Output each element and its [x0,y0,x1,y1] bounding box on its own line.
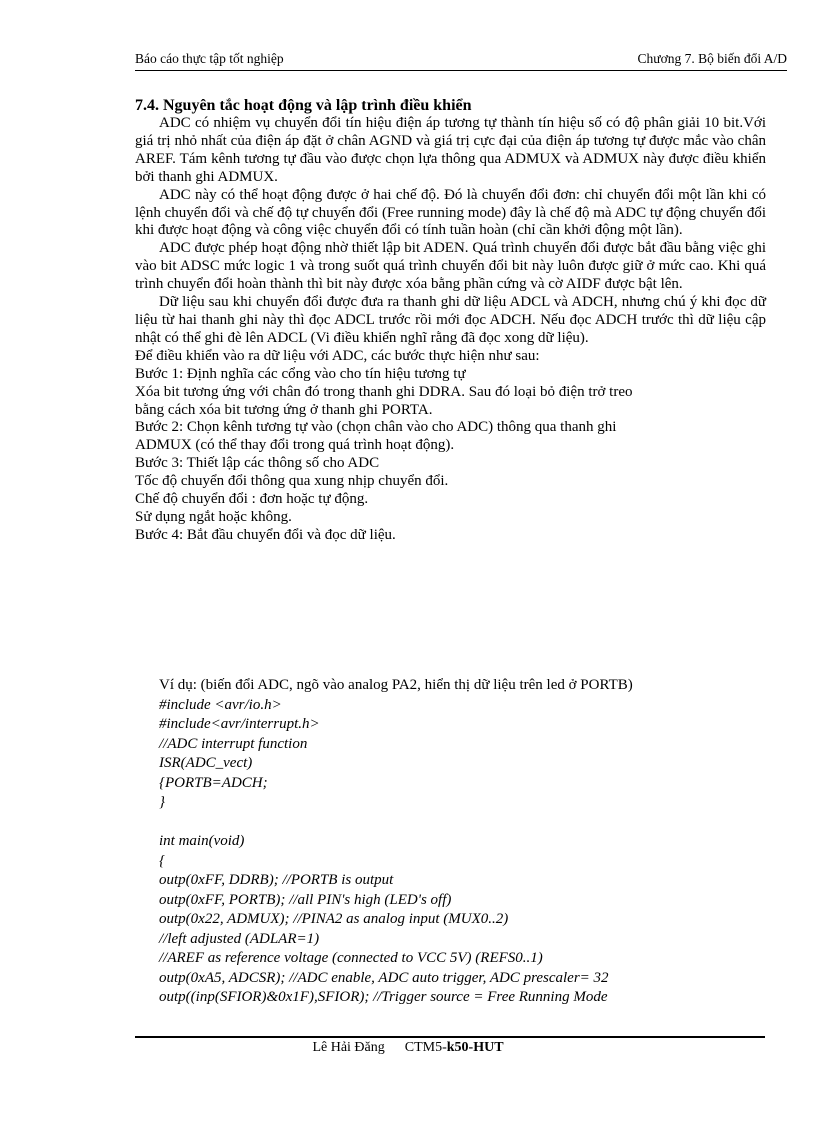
paragraph-3: ADC được phép hoạt động nhờ thiết lập bit ADEN. Quá trình chuyển đổi được bắt đầu bằng việc ghi vào bit ADSC mức logic 1 và trong suốt quá trình chuyển đổi bit này luôn được giữ ở mức cao. Khi quá trình chuyển đổi hoàn thành thì bit này được xóa bằng phần cứng và cờ AIDF được bật lên. [135,240,766,293]
header-report-title: Báo cáo thực tập tốt nghiệp [135,51,284,66]
step-line: Xóa bit tương ứng với chân đó trong thanh ghi DDRA. Sau đó loại bỏ điện trở treo [135,383,633,400]
step-line: Chế độ chuyển đổi : đơn hoặc tự động. [135,491,369,508]
footer-class-prefix: CTM5- [404,1040,447,1055]
footer-class-suffix: k50-HUT [446,1040,504,1055]
code-line: outp(0xFF, DDRB); //PORTB is output [159,872,394,888]
steps-intro: Để điều khiển vào ra dữ liệu với ADC, các bước thực hiện như sau: [135,347,540,364]
code-line: {PORTB=ADCH; [159,774,268,791]
code-line: int main(void) [159,833,245,849]
section-title: 7.4. Nguyên tắc hoạt động và lập trình điều khiển [135,97,472,114]
code-line: outp((inp(SFIOR)&0x1F),SFIOR); //Trigger source = Free Running Mode [159,989,608,1005]
paragraph-2: ADC này có thể hoạt động được ở hai chế độ. Đó là chuyển đổi đơn: chỉ chuyển đổi một lần khi có lệnh chuyển đổi và chế độ tự chuyển đổi (Free running mode) đây là chế độ mà ADC tự động chuyển đổi khi được hoạt động và công việc chuyển đổi có tính tuần hoàn (chỉ cần khởi động một lần). [135,186,766,239]
code-line: //left adjusted (ADLAR=1) [159,930,320,947]
main-content [135,96,766,545]
step-line: Bước 4: Bắt đầu chuyển đổi và đọc dữ liệu. [135,526,396,543]
step-line: ADMUX (có thể thay đổi trong quá trình hoạt động). [135,437,455,454]
code-line: } [159,794,165,810]
code-line: #include <avr/io.h> [159,696,282,713]
paragraph-4: Dữ liệu sau khi chuyển đổi được đưa ra thanh ghi dữ liệu ADCL và ADCH, nhưng chú ý khi đọc dữ liệu từ hai thanh ghi này thì đọc ADCL trước rồi mới đọc ADCH. Nếu đọc ADCH trước thì dữ liệu cập nhật có thể ghi đè lên ADCL (Vi điều khiển nghĩ rằng đã đọc xong dữ liệu). [135,294,766,346]
code-line: outp(0xFF, PORTB); //all PIN's high (LED's off) [159,891,452,908]
code-line: //AREF as reference voltage (connected to VCC 5V) (REFS0..1) [159,950,543,966]
page-footer [0,1040,816,1056]
footer-author: Lê Hải Đăng [312,1040,385,1055]
step-line: Bước 2: Chọn kênh tương tự vào (chọn chân vào cho ADC) thông qua thanh ghi [135,419,617,436]
step-line: Sử dụng ngắt hoặc không. [135,508,292,525]
code-spacer [159,813,779,833]
step-line: Bước 3: Thiết lập các thông số cho ADC [135,455,380,472]
footer-divider [135,1036,765,1038]
code-line: ISR(ADC_vect) [159,755,253,771]
step-line: bằng cách xóa bit tương ứng ở thanh ghi PORTA. [135,401,433,418]
code-example [159,676,779,1008]
code-line: { [159,852,165,869]
paragraph-1: ADC có nhiệm vụ chuyển đổi tín hiệu điện áp tương tự thành tín hiệu số có độ phân giải 10 bit.Với giá trị nhỏ nhất của điện áp đặt ở chân AGND và giá trị cực đại của điện áp tương tự được mắc vào chân AREF. Tám kênh tương tự đầu vào được chọn lựa thông qua ADMUX và ADMUX này được điều khiển bởi thanh ghi ADMUX. [135,115,766,185]
step-line: Tốc độ chuyển đổi thông qua xung nhịp chuyển đổi. [135,473,449,490]
page-header [135,50,787,71]
code-line: outp(0xA5, ADCSR); //ADC enable, ADC auto trigger, ADC prescaler= 32 [159,969,609,986]
code-line: //ADC interrupt function [159,735,308,752]
code-line: #include<avr/interrupt.h> [159,716,320,732]
step-line: Bước 1: Định nghĩa các cổng vào cho tín hiệu tương tự [135,365,466,382]
code-line: outp(0x22, ADMUX); //PINA2 as analog input (MUX0..2) [159,911,509,927]
example-intro: Ví dụ: (biến đổi ADC, ngõ vào analog PA2, hiển thị dữ liệu trên led ở PORTB) [159,677,633,693]
header-chapter-title: Chương 7. Bộ biến đổi A/D [637,51,787,66]
